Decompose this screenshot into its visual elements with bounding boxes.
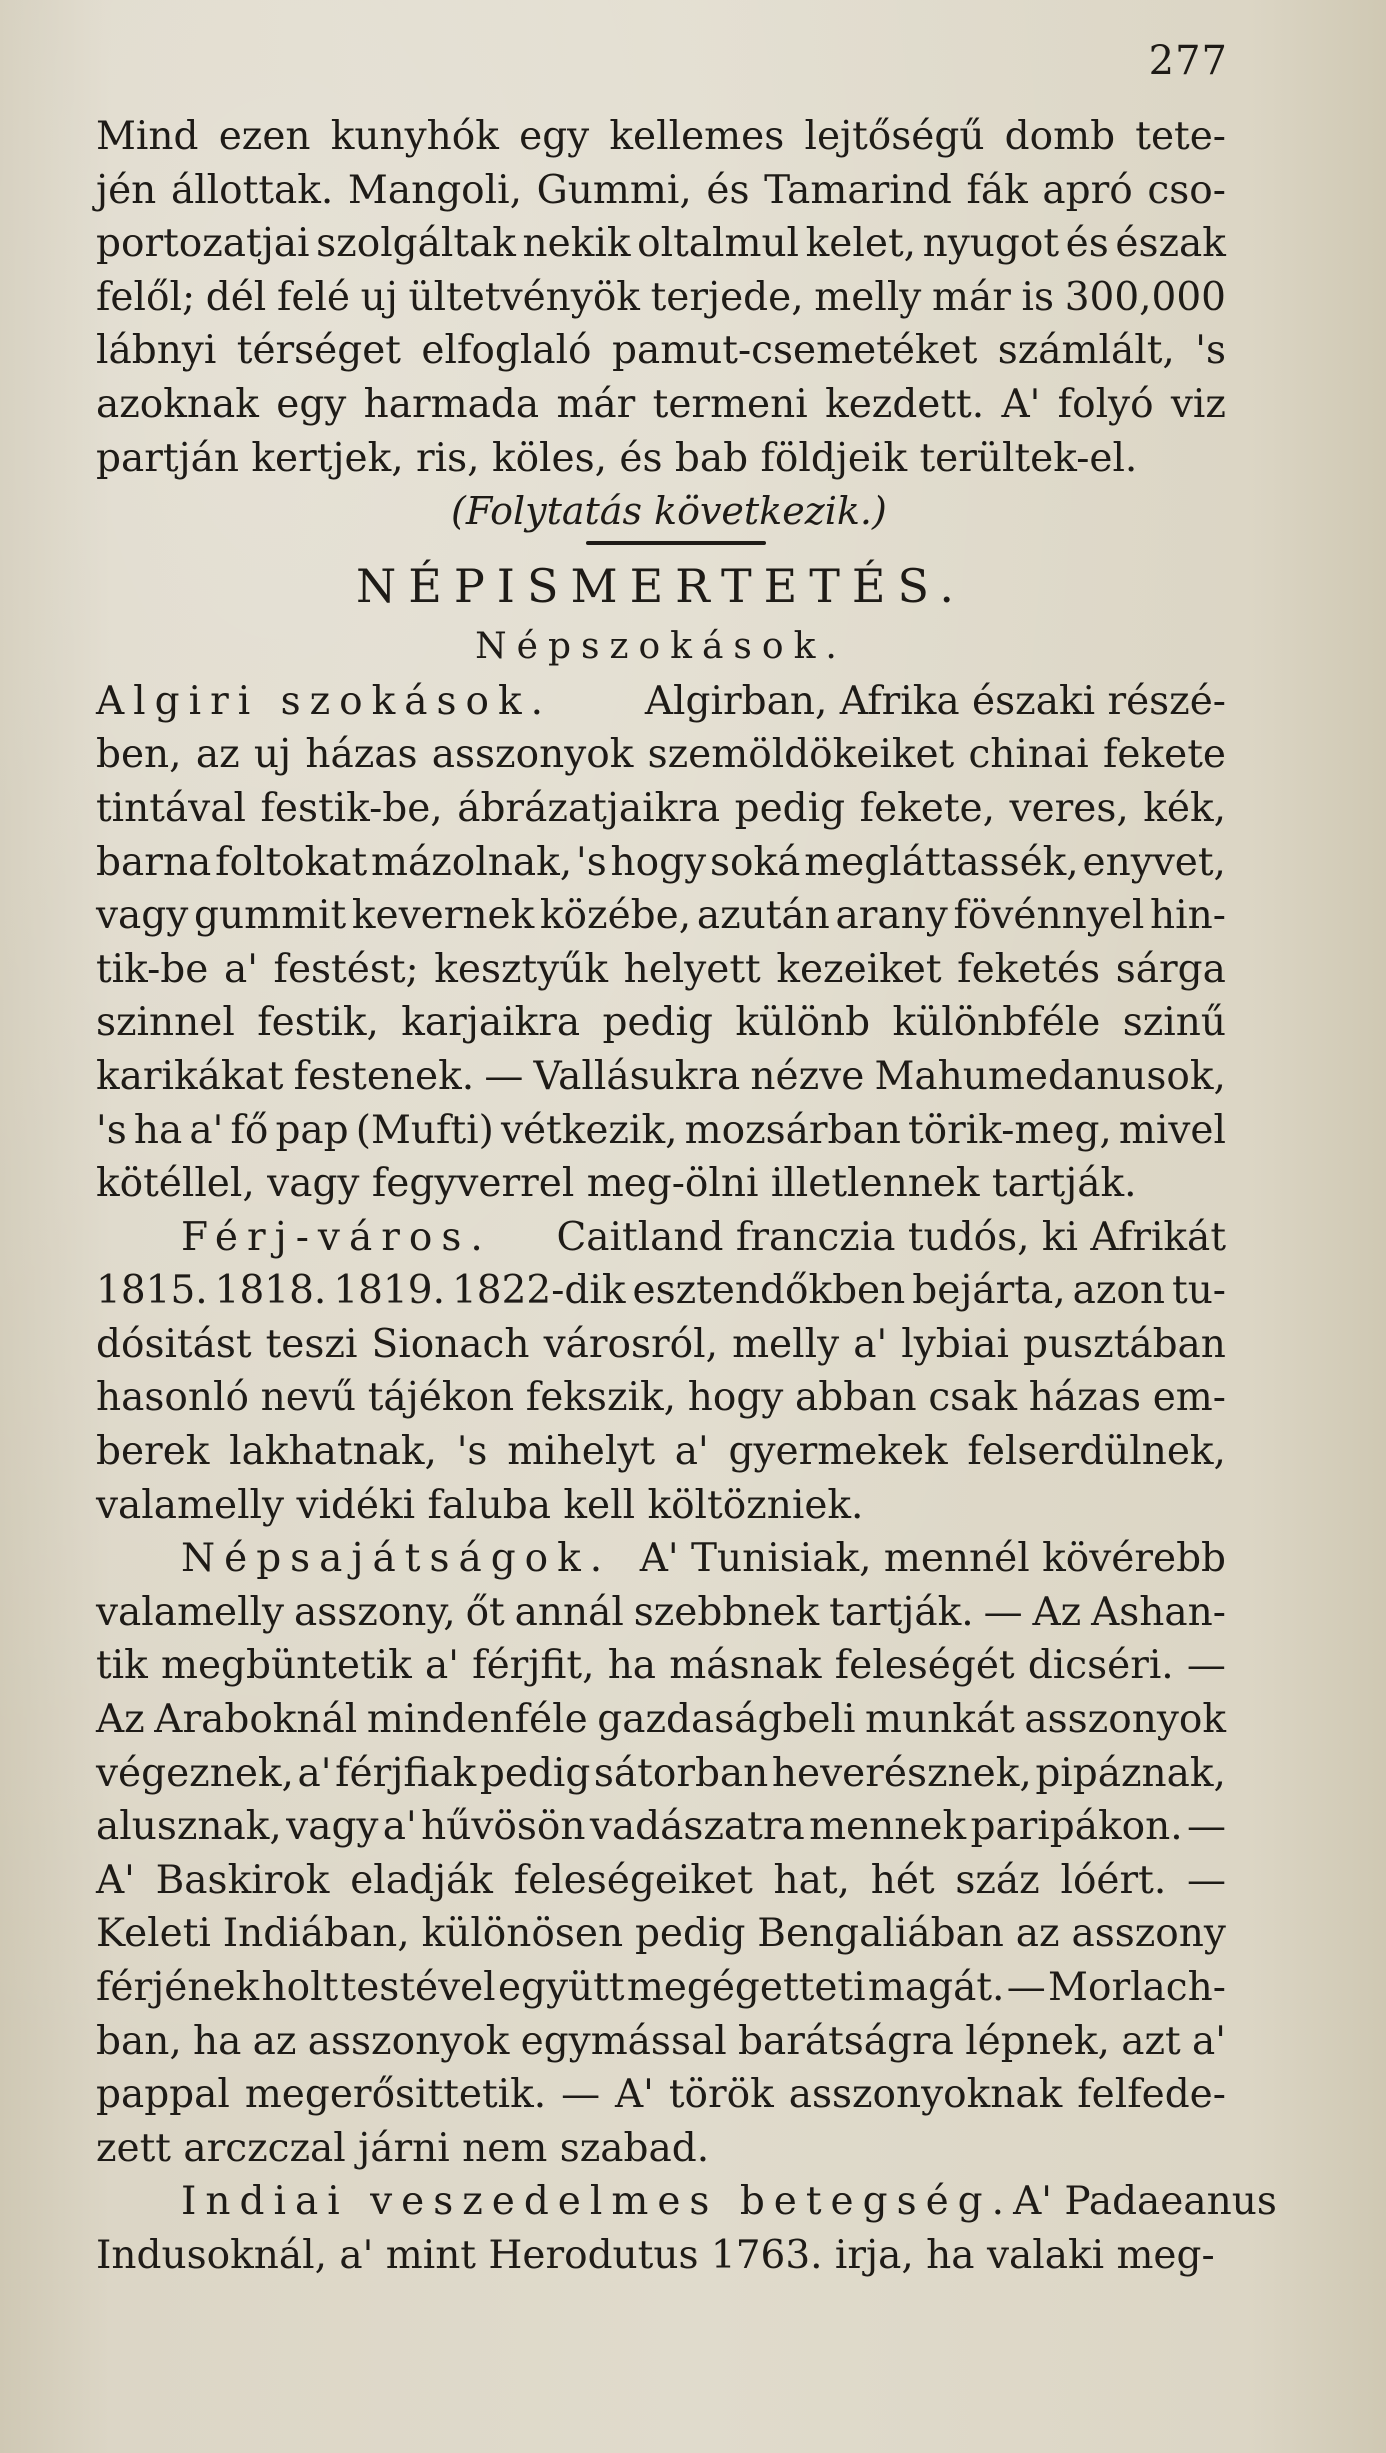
text-line: kötéllel, vagy fegyverrel meg-ölni illetlennek tartják. (96, 1161, 1137, 1207)
ferj-heading: Férj-város. (181, 1214, 492, 1260)
indiai-heading: Indiai veszedelmes betegség. (181, 2179, 1014, 2225)
algiri-first-line-text: Algirban, Afrika északi részé- (644, 678, 1226, 724)
text-line: portozatjai szolgáltak nekik oltalmul kelet, nyugot és észak (96, 221, 1226, 267)
text-line: tik megbüntetik a' férjfit, ha másnak feleségét dicséri. — (96, 1643, 1226, 1689)
text-line: valamelly vidéki faluba kell költözniek. (96, 1482, 864, 1528)
indiai-last-line (96, 2229, 1226, 2283)
text-line: ben, az uj házas asszonyok szemöldökeiket chinai fekete (96, 732, 1226, 778)
text-line: vagy gummit kevernek közébe, azután arany fövénnyel hin- (96, 893, 1226, 939)
section-title: NÉPISMERTETÉS. (356, 558, 966, 613)
ferj-first-line-text: Caitland franczia tudós, ki Afrikát (556, 1214, 1226, 1260)
text-line: karikákat festenek. — Vallásukra nézve Mahumedanusok, (96, 1053, 1226, 1099)
text-line: férjének holt testével együtt megégetteti magát. — Morlach- (96, 1965, 1226, 2010)
text-line: dósitást teszi Sionach városról, melly a' lybiai pusztában (96, 1321, 1226, 1367)
text-line: azoknak egy harmada már termeni kezdett. A' folyó viz (96, 381, 1226, 427)
nepsajatsagok-first-line (96, 1532, 1226, 1586)
section-subtitle: Népszokások. (475, 625, 847, 667)
text-line: Az Araboknál mindenféle gazdaságbeli munkát asszonyok (96, 1697, 1226, 1743)
indiai-first-line (96, 2175, 1277, 2229)
page-text (96, 110, 1277, 2283)
text-line: alusznak, vagy a' hűvösön vadászatra mennek paripákon. — (96, 1804, 1226, 1850)
indiai-last-line-text: Indusoknál, a' mint Herodutus 1763. irja, ha valaki meg- (96, 2232, 1215, 2278)
text-line: 's ha a' fő pap (Mufti) vétkezik, mozsárban törik-meg, mivel (96, 1107, 1226, 1153)
algiri-paragraph (96, 728, 1226, 1210)
text-line: Mind ezen kunyhók egy kellemes lejtőségű domb tete- (96, 114, 1226, 159)
text-line: berek lakhatnak, 's mihelyt a' gyermekek felserdülnek, (96, 1429, 1226, 1475)
continued-note: (Folytatás következik.) (451, 489, 887, 534)
algiri-first-line (96, 675, 1226, 729)
text-line: Keleti Indiában, különösen pedig Bengaliában az asszony (96, 1911, 1226, 1957)
text-line: ban, ha az asszonyok egymással barátságra lépnek, azt a' (96, 2018, 1226, 2064)
text-line: hasonló nevű tájékon fekszik, hogy abban csak házas em- (96, 1375, 1226, 1421)
nepsajatsagok-heading: Népsajátságok. (181, 1536, 612, 1582)
text-line: jén állottak. Mangoli, Gummi, és Tamarind fák apró cso- (96, 167, 1226, 213)
indiai-first-line-text: A' Padaeanus (1013, 2179, 1277, 2225)
text-line: partján kertjek, ris, köles, és bab földjeik terültek-el. (96, 435, 1138, 481)
intro-paragraph (96, 110, 1226, 485)
text-line: lábnyi térséget elfoglaló pamut-csemetéket számlált, 's (96, 328, 1226, 374)
text-line: szinnel festik, karjaikra pedig különb különbféle szinű (96, 1000, 1226, 1046)
text-line: valamelly asszony, őt annál szebbnek tartják. — Az Ashan- (96, 1589, 1226, 1635)
nepsajatsagok-paragraph (96, 1586, 1226, 2176)
text-line: tik-be a' festést; kesztyűk helyett kezeiket feketés sárga (96, 946, 1226, 992)
divider-rule (586, 541, 766, 545)
text-line: tintával festik-be, ábrázatjaikra pedig fekete, veres, kék, (96, 785, 1226, 831)
nepsajatsagok-first-line-text: A' Tunisiak, mennél kövérebb (639, 1536, 1226, 1582)
text-line: barna foltokat mázolnak, 's hogy soká megláttassék, enyvet, (96, 839, 1226, 885)
text-line: A' Baskirok eladják feleségeiket hat, hét száz lóért. — (96, 1857, 1226, 1903)
ferj-paragraph (96, 1264, 1226, 1532)
text-line: zett arczczal járni nem szabad. (96, 2125, 710, 2171)
algiri-heading: Algiri szokások. (96, 678, 553, 724)
ferj-first-line (96, 1211, 1226, 1265)
text-line: felől; dél felé uj ültetvényök terjede, melly már is 300,000 (96, 274, 1226, 320)
page-number: 277 (1148, 38, 1228, 84)
text-line: pappal megerősittetik. — A' török asszonyoknak felfede- (96, 2072, 1226, 2118)
text-line: 1815. 1818. 1819. 1822-dik esztendőkben bejárta, azon tu- (96, 1268, 1226, 1314)
text-line: végeznek, a' férjfiak pedig sátorban heverésznek, pipáznak, (96, 1750, 1226, 1796)
